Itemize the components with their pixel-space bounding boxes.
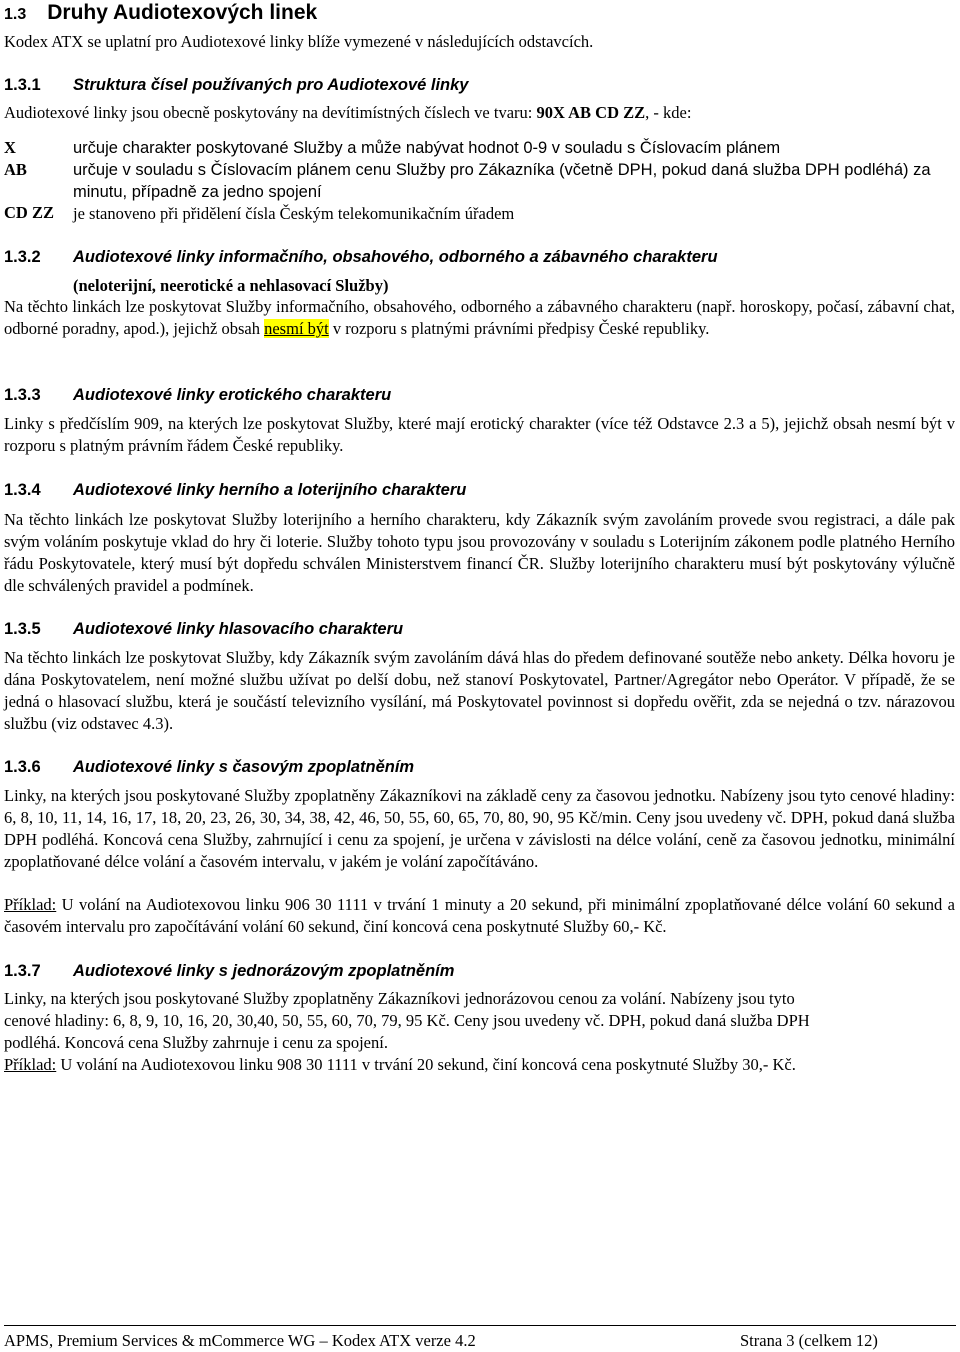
section-heading (4, 1, 317, 25)
subsection-heading-134 (4, 481, 466, 500)
s137-line-3: podléhá. Koncová cena Služby zahrnuje i cenu za spojení. (4, 1033, 388, 1052)
def-text-ab: určuje v souladu s Číslovacím plánem cenu Služby pro Zákazníka (včetně DPH, pokud daná služba DPH podléhá) za minutu, případně za jedno spojení (73, 161, 931, 201)
subsection-heading-131 (4, 76, 468, 95)
subsection-number: 1.3.6 (4, 758, 41, 776)
example-text: U volání na Audiotexovou linku 908 30 1111 v trvání 20 sekund, činí koncová cena poskytnuté Služby 30,- Kč. (56, 1055, 796, 1074)
subsection-number: 1.3.7 (4, 962, 41, 980)
s131-intro-text: Audiotexové linky jsou obecně poskytovány na devítimístných číslech ve tvaru: (4, 103, 537, 122)
subsection-title: Audiotexové linky hlasovacího charakteru (73, 620, 404, 638)
subsection-number: 1.3.3 (4, 386, 41, 404)
subsection-title: Audiotexové linky s jednorázovým zpoplatněním (73, 962, 455, 980)
s136-example (4, 894, 955, 938)
s132-text-after: v rozporu s platnými právními předpisy České republiky. (328, 318, 710, 338)
s133-paragraph: Linky s předčíslím 909, na kterých lze poskytovat Služby, které mají erotický charakter (více též Odstavce 2.3 a 5), jejichž obsah nesmí být v rozporu s platným právním řádem České republiky. (4, 414, 955, 455)
subsection-title: Audiotexové linky s časovým zpoplatněním (73, 758, 415, 776)
subsection-title: Audiotexové linky erotického charakteru (73, 386, 392, 404)
def-text-x: určuje charakter poskytované Služby a může nabývat hodnot 0-9 v souladu s Číslovacím plánem (73, 139, 781, 157)
section-title: Druhy Audiotexových linek (47, 1, 318, 24)
section-intro: Kodex ATX se uplatní pro Audiotexové linky blíže vymezené v následujících odstavcích. (4, 32, 594, 51)
footer-document-title: APMS, Premium Services & mCommerce WG – Kodex ATX verze 4.2 (4, 1331, 476, 1350)
s137-line-1: Linky, na kterých jsou poskytované Služby zpoplatněny Zákazníkovi jednorázovou cenou za volání. Nabízeny jsou tyto (4, 989, 795, 1008)
s131-intro (4, 103, 691, 123)
example-label: Příklad: (4, 1055, 57, 1074)
subsection-heading-132 (4, 248, 718, 267)
example-text: U volání na Audiotexovou linku 906 30 1111 v trvání 1 minuty a 20 sekund, při minimální zpoplatňované délce volání 60 sekund a časovém intervalu pro započítávání volání 60 sekund, činí koncová cena poskytnuté Služby 60,- Kč. (4, 895, 955, 936)
s137-line-2: cenové hladiny: 6, 8, 9, 10, 16, 20, 30,40, 50, 55, 60, 70, 79, 95 Kč. Ceny jsou uvedeny vč. DPH, pokud daná služba DPH (4, 1011, 810, 1030)
subsection-heading-135 (4, 620, 403, 639)
def-term-x: X (4, 138, 16, 157)
subsection-heading-133 (4, 386, 391, 405)
subsection-title: Audiotexové linky herního a loterijního charakteru (73, 481, 467, 499)
subsection-number: 1.3.4 (4, 481, 41, 499)
s131-intro-end: , - kde: (645, 103, 692, 122)
s132-paragraph (4, 296, 955, 340)
highlighted-text: nesmí být (264, 318, 329, 338)
footer-page-number: Strana 3 (celkem 12) (740, 1331, 878, 1350)
footer-divider (4, 1325, 956, 1326)
number-format: 90X AB CD ZZ (536, 103, 646, 122)
s134-paragraph: Na těchto linkách lze poskytovat Služby loterijního a herního charakteru, kdy Zákazník svým zavoláním provede svou registraci, a dále pak svým voláním poskytuje vklad do hry či loterie. Služby tohoto typu jsou provozovány v souladu s Loterijním zákonem podle platného Herního řádu Poskytovatele, který musí být dopředu schválen Ministerstvem financí ČR. Služby loterijního charakteru musí být poskytovány výlučně dle schválených pravidel a podmínek. (4, 510, 955, 595)
subsection-heading-136 (4, 758, 414, 777)
subsection-title: Struktura čísel používaných pro Audiotexové linky (73, 76, 469, 94)
subsection-heading-137 (4, 962, 454, 981)
example-label: Příklad: (4, 895, 57, 914)
s137-example (4, 1055, 796, 1075)
section-number: 1.3 (4, 6, 27, 23)
subsection-number: 1.3.1 (4, 76, 41, 94)
def-term-cdzz: CD ZZ (4, 203, 54, 222)
subsection-number: 1.3.2 (4, 248, 41, 266)
s135-paragraph: Na těchto linkách lze poskytovat Služby, kdy Zákazník svým zavoláním dává hlas do předem definované soutěže nebo ankety. Délka hovoru je dána Poskytovatelem, není možné službu užívat po delší dobu, než stanoví Poskytovatel, Partner/Agregátor nebo Operátor. V případě, že se jedná o hlasovací službu, která je součástí televizního vysílání, má Poskytovatel povinnost si dopředu ověřit, zda se nejedná o tzv. nárazovou službu (viz odstavec 4.3). (4, 648, 955, 733)
subsection-title: Audiotexové linky informačního, obsahového, odborného a zábavného charakteru (73, 248, 718, 266)
s136-paragraph: Linky, na kterých jsou poskytované Služby zpoplatněny Zákazníkovi na základě ceny za časovou jednotku. Nabízeny jsou tyto cenové hladiny: 6, 8, 10, 11, 14, 16, 17, 18, 20, 23, 26, 30, 34, 38, 42, 46, 50, 55, 60, 65, 70, 80, 90, 95 Kč/min. Ceny jsou uvedeny vč. DPH, pokud daná služba DPH podléhá. Koncová cena Služby, zahrnující i cenu za spojení, je určena v závislosti na délce volání, ceně za časovou jednotku, minimální zpoplatňované délce volání a časovém intervalu, v jakém je volání započítáváno. (4, 786, 955, 871)
subsection-number: 1.3.5 (4, 620, 41, 638)
s132-text-before: Na těchto linkách lze poskytovat Služby informačního, obsahového, odborného a zábavného charakteru (např. horoskopy, počasí, zábavní chat, odborné poradny, apod.), jejichž obsah (4, 297, 955, 338)
s132-subtitle: (neloterijní, neerotické a nehlasovací Služby) (73, 276, 389, 295)
def-term-ab: AB (4, 160, 27, 179)
def-text-cdzz: je stanoveno při přidělení čísla Českým telekomunikačním úřadem (73, 204, 515, 223)
